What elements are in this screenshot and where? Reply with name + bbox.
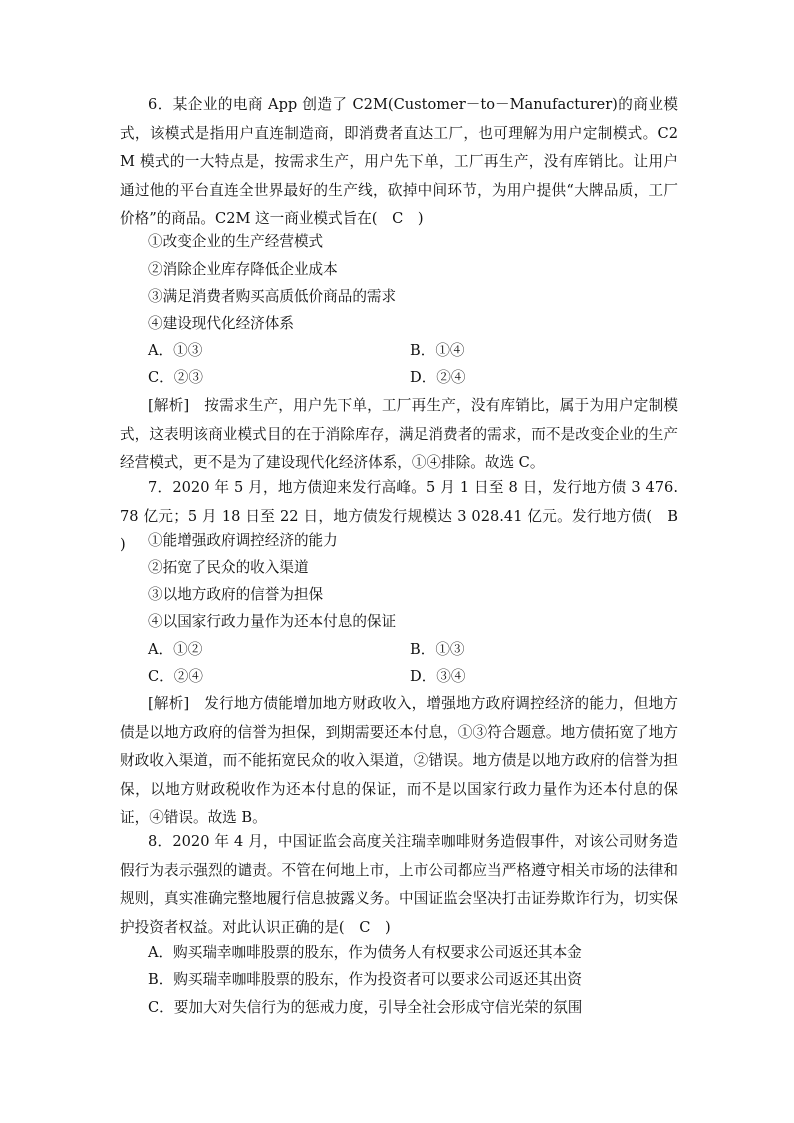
question-7-analysis: [解析] 发行地方债能增加地方财政收入，增强地方政府调控经济的能力，但地方债是以地方政府的信誉为担保，到期需要还本付息，①③符合题意。地方债拓宽了地方财政收入渠道，而不能拓宽民众的收入渠道，②错误。地方债是以地方政府的信誉为担保，以地方财政税收作为还本付息的保证，而不是以国家行政力量作为还本付息的保证，④错误。故选 B。	[120, 695, 678, 827]
question-7-item-1: ①能增强政府调控经济的能力	[148, 532, 338, 549]
question-8-option-c: C．要加大对失信行为的惩戒力度，引导全社会形成守信光荣的氛围	[148, 999, 583, 1016]
question-6-option-c: C．②③	[148, 369, 203, 386]
question-6-item-3: ③满足消费者购买高质低价商品的需求	[148, 288, 397, 305]
question-8-option-b: B．购买瑞幸咖啡股票的股东，作为投资者可以要求公司返还其出资	[148, 971, 582, 988]
question-7-option-d: D．③④	[410, 668, 466, 685]
question-8-stem: 8．2020 年 4 月，中国证监会高度关注瑞幸咖啡财务造假事件，对该公司财务造假行为表示强烈的谴责。不管在何地上市，上市公司都应当严格遵守相关市场的法律和规则，真实准确完整地履行信息披露义务。中国证监会坚决打击证券欺诈行为，切实保护投资者权益。对此认识正确的是( C )	[120, 833, 678, 936]
question-7-item-2: ②拓宽了民众的收入渠道	[148, 559, 309, 576]
question-7-option-b: B．①③	[410, 641, 465, 658]
question-7-option-a: A．①②	[148, 641, 203, 658]
question-6-stem: 6．某企业的电商 App 创造了 C2M(Customer－to－Manufacturer)的商业模式，该模式是指用户直连制造商，即消费者直达工厂，也可理解为用户定制模式。C2M 模式的一大特点是，按需求生产，用户先下单，工厂再生产，没有库销比。让用户通过他的平台直连全世界最好的生产线，砍掉中间环节，为用户提供“大牌品质，工厂价格”的商品。C2M 这一商业模式旨在( C )	[120, 96, 678, 228]
question-6-option-a: A．①③	[148, 342, 203, 359]
question-7-item-4: ④以国家行政力量作为还本付息的保证	[148, 613, 397, 630]
question-6-item-2: ②消除企业库存降低企业成本	[148, 261, 338, 278]
question-6-option-d: D．②④	[410, 369, 466, 386]
question-6-analysis: [解析] 按需求生产，用户先下单，工厂再生产，没有库销比，属于为用户定制模式，这表明该商业模式目的在于消除库存，满足消费者的需求，而不是改变企业的生产经营模式，更不是为了建设现代化经济体系，①④排除。故选 C。	[120, 397, 678, 472]
question-6-item-4: ④建设现代化经济体系	[148, 315, 294, 332]
question-7-item-3: ③以地方政府的信誉为担保	[148, 586, 324, 603]
question-8-option-a: A．购买瑞幸咖啡股票的股东，作为债务人有权要求公司返还其本金	[148, 944, 582, 961]
question-7-option-c: C．②④	[148, 668, 203, 685]
question-7-stem: 7．2020 年 5 月，地方债迎来发行高峰。5 月 1 日至 8 日，发行地方债 3 476.78 亿元；5 月 18 日至 22 日，地方债发行规模达 3 028.41 亿元。发行地方债( B )	[120, 479, 693, 554]
question-6-option-b: B．①④	[410, 342, 465, 359]
question-6-item-1: ①改变企业的生产经营模式	[148, 233, 324, 250]
